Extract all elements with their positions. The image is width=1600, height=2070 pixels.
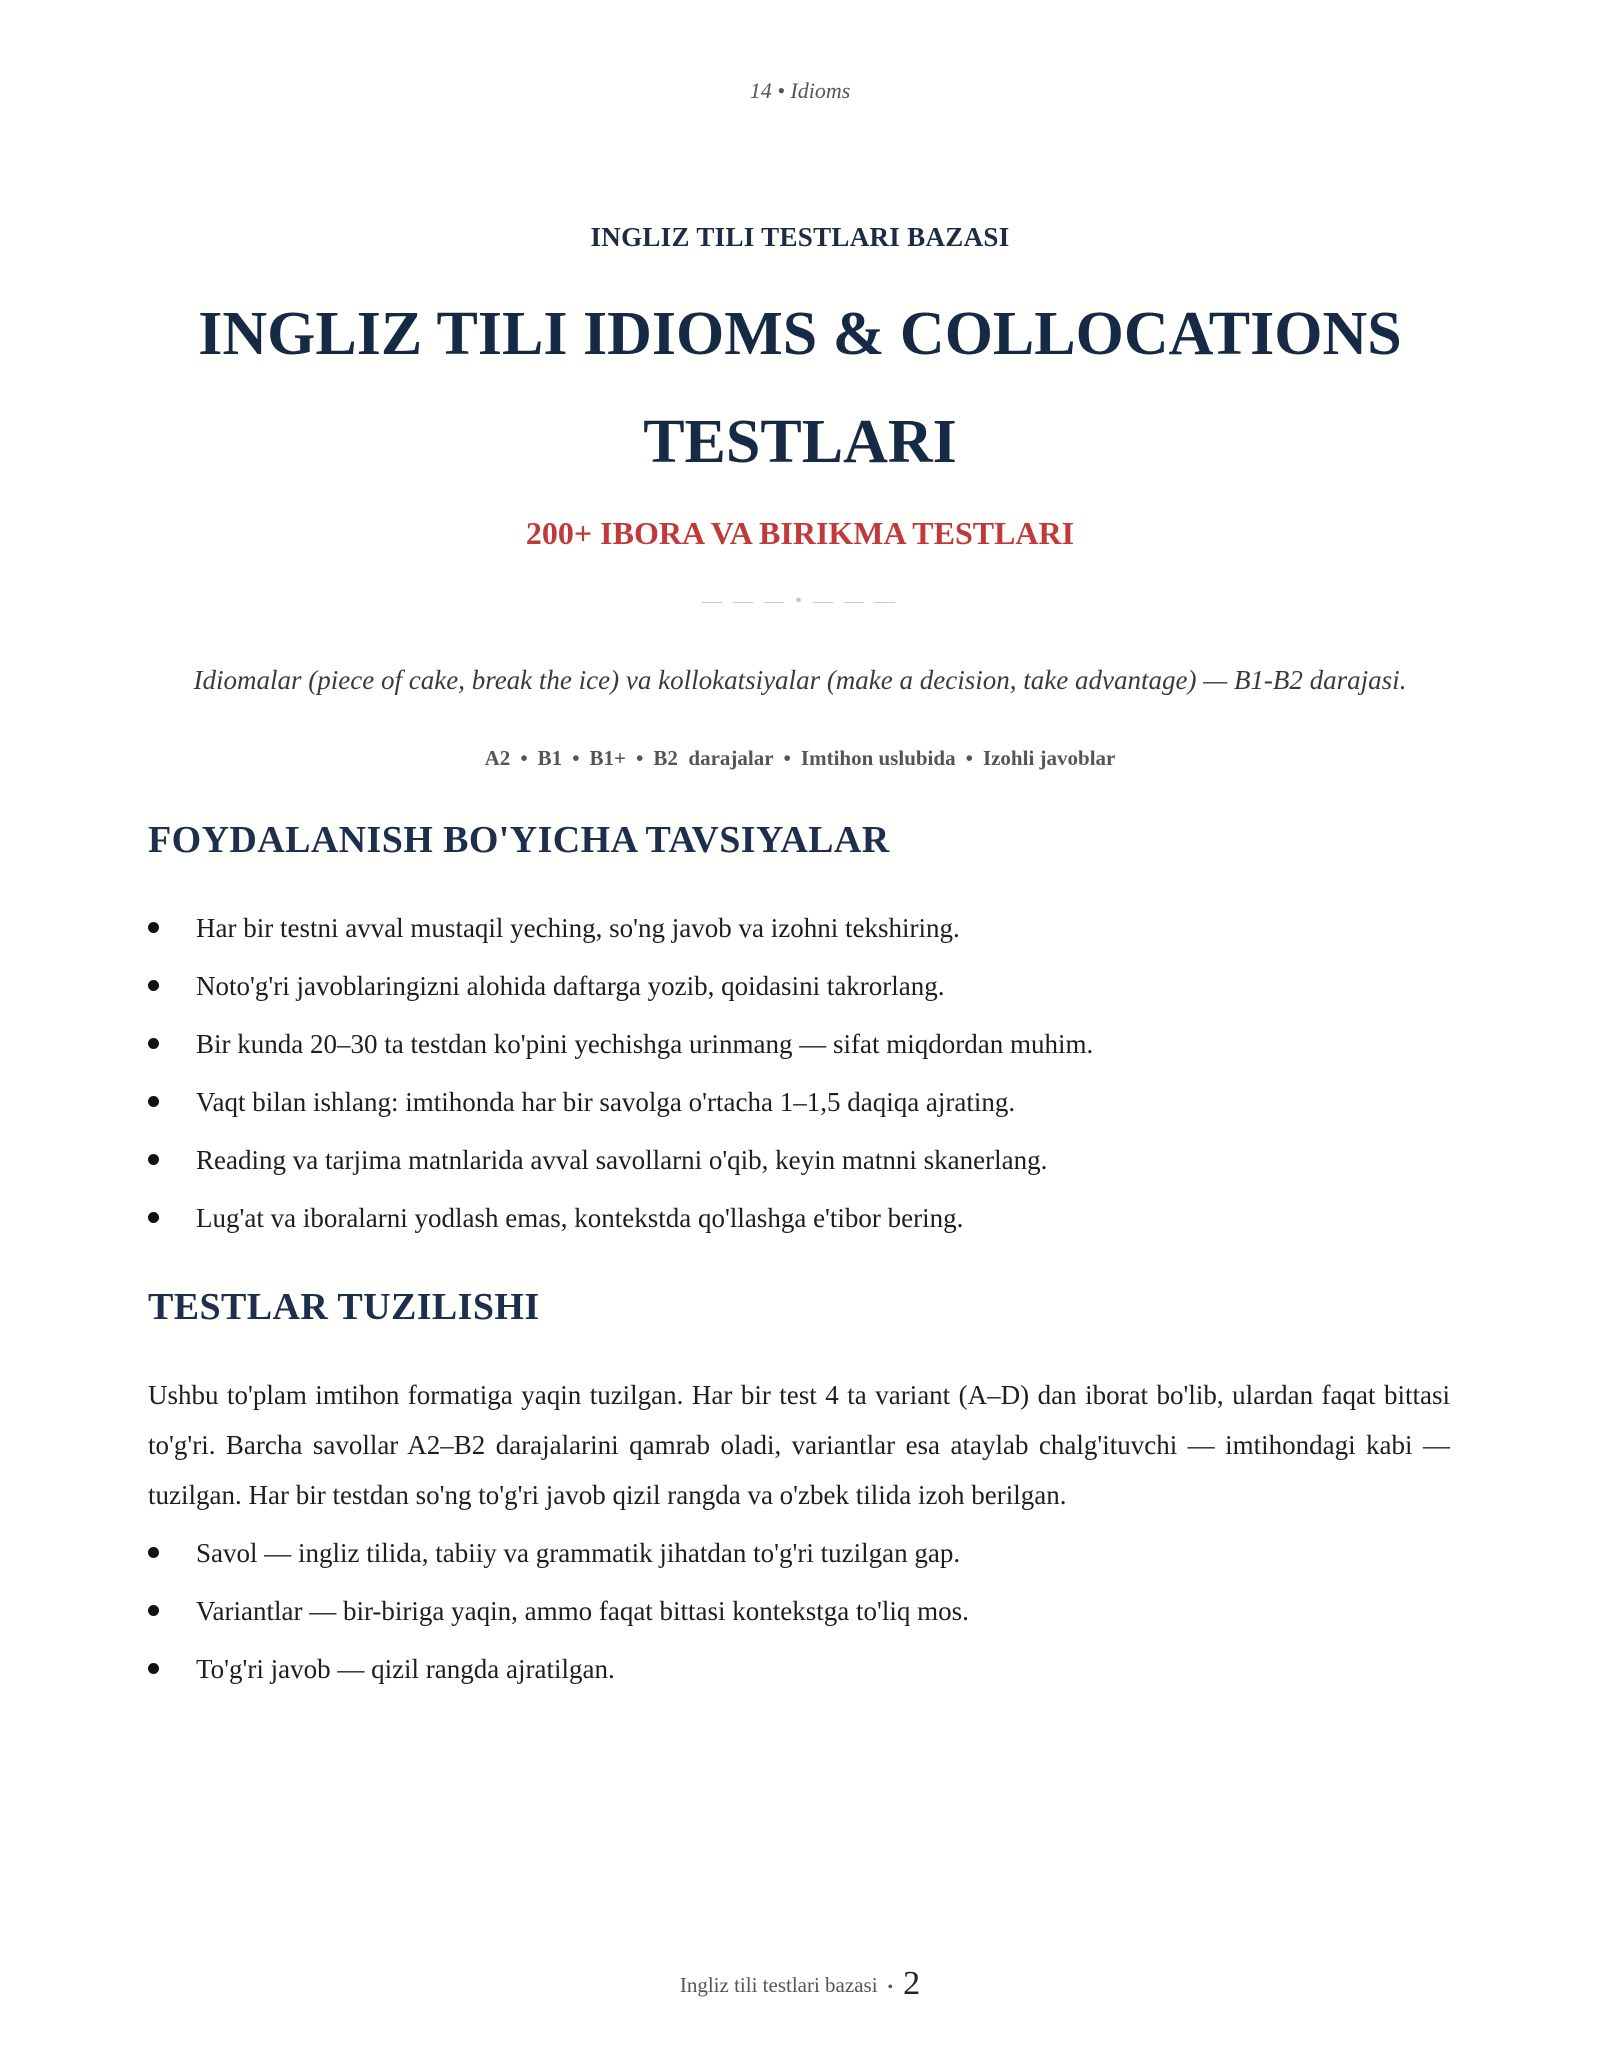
intro-text: Idiomalar (piece of cake, break the ice) va kollokatsiyalar (make a decision, take advantage) — B1-B2 darajasi. bbox=[193, 665, 1407, 695]
tag: B2 darajalar bbox=[653, 746, 774, 770]
page-number: 2 bbox=[903, 1965, 921, 2002]
bullet-icon bbox=[148, 980, 159, 991]
bullet-icon bbox=[148, 1096, 159, 1107]
list-item-text: Bir kunda 20–30 ta testdan ko'pini yechishga urinmang — sifat miqdordan muhim. bbox=[196, 1029, 1094, 1059]
page-subtitle: 200+ IBORA VA BIRIKMA TESTLARI bbox=[525, 515, 1075, 551]
list-item bbox=[148, 1640, 1458, 1698]
bullet-icon bbox=[148, 1605, 159, 1616]
footer-separator: • bbox=[887, 1979, 894, 1996]
structure-list bbox=[148, 1524, 1458, 1698]
list-item bbox=[148, 1524, 1458, 1582]
level-tags bbox=[0, 746, 1600, 771]
recommendations-list bbox=[148, 899, 1458, 1247]
bullet-icon bbox=[148, 1038, 159, 1049]
tag: A2 bbox=[484, 746, 511, 770]
list-item-text: Vaqt bilan ishlang: imtihonda har bir savolga o'rtacha 1–1,5 daqiqa ajrating. bbox=[196, 1087, 1016, 1117]
structure-paragraph: Ushbu to'plam imtihon formatiga yaqin tuzilgan. Har bir test 4 ta variant (A–D) dan iborat bo'lib, ulardan faqat bittasi to'g'ri. Barcha savollar A2–B2 darajalarini qamrab oladi, variantlar esa ataylab chalg'ituvchi — imtihondagi kabi — tuzilgan. Har bir testdan so'ng to'g'ri javob qizil rangda va o'zbek tilida izoh berilgan. bbox=[148, 1380, 1450, 1510]
section-heading-recommendations: FOYDALANISH BO'YICHA TAVSIYALAR bbox=[148, 819, 890, 861]
tag: Imtihon uslubida bbox=[800, 746, 956, 770]
bullet-icon bbox=[148, 1154, 159, 1165]
tag-separator: • bbox=[572, 746, 580, 770]
list-item-text: Har bir testni avval mustaqil yeching, so'ng javob va izohni tekshiring. bbox=[196, 913, 960, 943]
tag-separator: • bbox=[520, 746, 528, 770]
list-item bbox=[148, 1015, 1458, 1073]
tag-separator: • bbox=[636, 746, 644, 770]
list-item-text: Lug'at va iboralarni yodlash emas, kontekstda qo'llashga e'tibor bering. bbox=[196, 1203, 964, 1233]
list-item bbox=[148, 1131, 1458, 1189]
bullet-icon bbox=[148, 1663, 159, 1674]
tag-separator: • bbox=[965, 746, 973, 770]
tag-separator: • bbox=[783, 746, 791, 770]
list-item-text: Variantlar — bir-biriga yaqin, ammo faqat bittasi kontekstga to'liq mos. bbox=[196, 1596, 969, 1626]
list-item bbox=[148, 1582, 1458, 1640]
list-item bbox=[148, 1189, 1458, 1247]
bullet-icon bbox=[148, 1212, 159, 1223]
footer-label: Ingliz tili testlari bazasi bbox=[679, 1973, 878, 1997]
list-item bbox=[148, 1073, 1458, 1131]
bullet-icon bbox=[148, 922, 159, 933]
list-item bbox=[148, 957, 1458, 1015]
page-footer bbox=[0, 1965, 1600, 2003]
list-item-text: To'g'ri javob — qizil rangda ajratilgan. bbox=[196, 1654, 615, 1684]
list-item bbox=[148, 899, 1458, 957]
list-item-text: Reading va tarjima matnlarida avval savollarni o'qib, keyin matnni skanerlang. bbox=[196, 1145, 1048, 1175]
list-item-text: Savol — ingliz tilida, tabiiy va grammatik jihatdan to'g'ri tuzilgan gap. bbox=[196, 1538, 961, 1568]
section-heading-structure: TESTLAR TUZILISHI bbox=[148, 1286, 540, 1328]
list-item-text: Noto'g'ri javoblaringizni alohida daftarga yozib, qoidasini takrorlang. bbox=[196, 971, 945, 1001]
tag: B1+ bbox=[589, 746, 627, 770]
bullet-icon bbox=[148, 1547, 159, 1558]
ornament-divider: — — — • — — — bbox=[701, 590, 898, 612]
page-title: INGLIZ TILI IDIOMS & COLLOCATIONS TESTLARI bbox=[198, 300, 1402, 476]
series-kicker: INGLIZ TILI TESTLARI BAZASI bbox=[590, 222, 1010, 252]
running-head: 14 • Idioms bbox=[749, 78, 851, 103]
tag: B1 bbox=[537, 746, 563, 770]
tag: Izohli javoblar bbox=[982, 746, 1116, 770]
